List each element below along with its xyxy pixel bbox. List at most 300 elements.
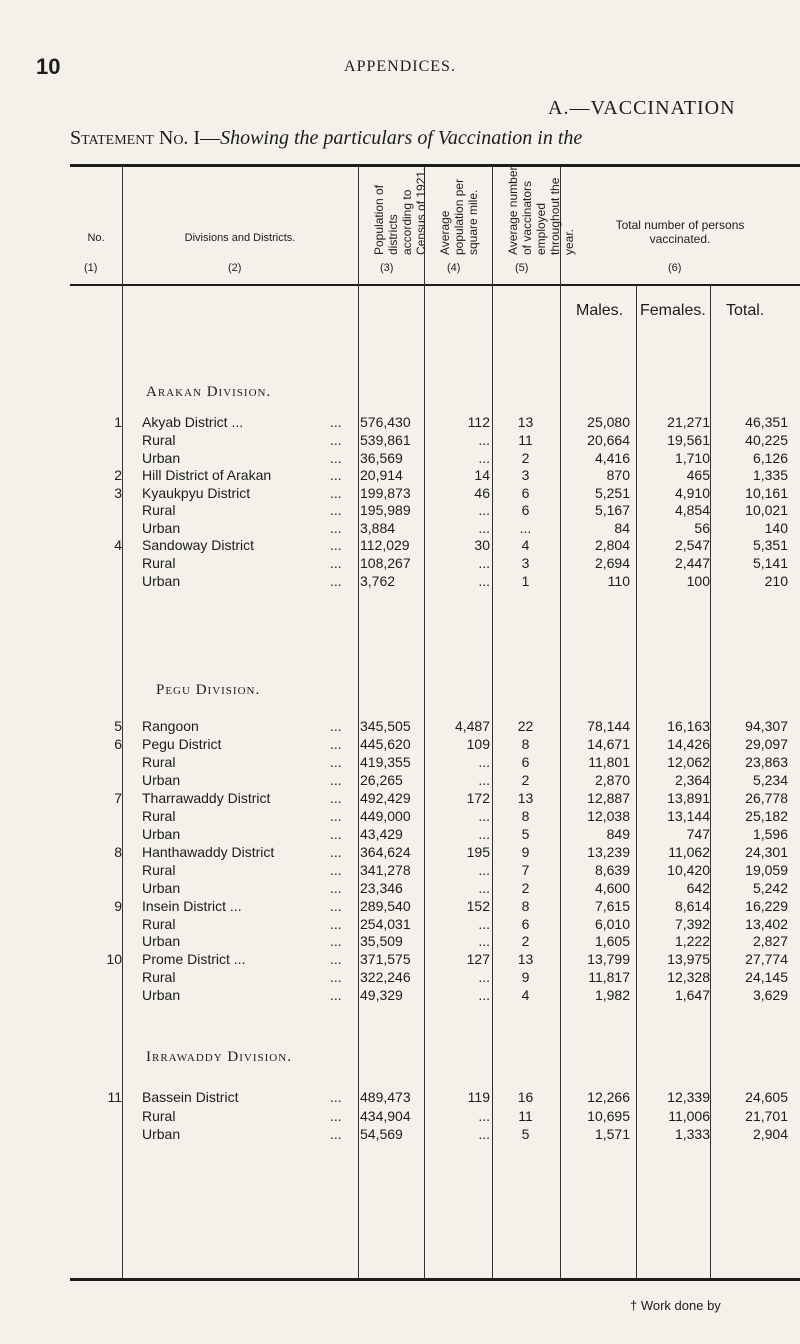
table-row (0, 502, 800, 519)
cell-pop: 3,762 (360, 573, 396, 589)
cell-m: 12,266 (587, 1089, 630, 1105)
cell-dens: ... (478, 826, 490, 842)
cell-pop: 195,989 (360, 502, 411, 518)
cell-f: 12,062 (667, 754, 710, 770)
cell-dens: ... (478, 987, 490, 1003)
leader-dots: ... (330, 916, 342, 932)
division-pegu: Pegu Division. (156, 682, 261, 698)
cell-pop: 23,346 (360, 880, 403, 896)
cell-dens: 46 (474, 485, 490, 501)
leader-dots: ... (330, 736, 342, 752)
leader-dots: ... (330, 826, 342, 842)
cell-no: 11 (107, 1089, 122, 1105)
leader-dots: ... (330, 718, 342, 734)
cell-vacc: 11 (518, 432, 533, 448)
cell-name: Urban (142, 772, 181, 788)
cell-vacc: 4 (521, 537, 530, 553)
statement-title (70, 127, 582, 150)
cell-m: 4,416 (594, 450, 630, 466)
cell-m: 870 (606, 467, 630, 483)
cell-dens: ... (478, 772, 490, 788)
cell-pop: 36,569 (360, 450, 403, 466)
cell-f: 2,547 (674, 537, 710, 553)
cell-dens: ... (478, 754, 490, 770)
cell-no: 2 (114, 467, 122, 483)
cell-dens: 127 (466, 951, 490, 967)
cell-f: 13,144 (667, 808, 710, 824)
header-no-num: (1) (84, 262, 98, 274)
cell-pop: 434,904 (360, 1108, 411, 1124)
cell-name: Urban (142, 1126, 181, 1142)
cell-t: 25,182 (745, 808, 788, 824)
table-row (0, 916, 800, 933)
cell-no: 3 (114, 485, 122, 501)
cell-t: 5,242 (752, 880, 788, 896)
table-row (0, 537, 800, 554)
division-arakan: Arakan Division. (146, 384, 272, 400)
cell-dens: 172 (466, 790, 490, 806)
cell-name: Kyaukpyu District (142, 485, 251, 501)
cell-pop: 43,429 (360, 826, 403, 842)
cell-t: 5,351 (752, 537, 788, 553)
cell-name: Rural (142, 862, 176, 878)
table-row (0, 718, 800, 735)
cell-dens: ... (478, 1108, 490, 1124)
cell-pop: 371,575 (360, 951, 411, 967)
cell-pop: 445,620 (360, 736, 411, 752)
cell-t: 16,229 (745, 898, 788, 914)
cell-t: 10,161 (745, 485, 788, 501)
cell-vacc: 6 (521, 502, 530, 518)
cell-dens: 152 (466, 898, 490, 914)
cell-m: 20,664 (587, 432, 630, 448)
cell-dens: 195 (466, 844, 490, 860)
cell-f: 10,420 (667, 862, 710, 878)
cell-pop: 449,000 (360, 808, 411, 824)
cell-name: Hanthawaddy District (142, 844, 275, 860)
cell-no: 8 (114, 844, 122, 860)
table-row (0, 772, 800, 789)
cell-f: 7,392 (674, 916, 710, 932)
cell-m: 2,804 (594, 537, 630, 553)
cell-t: 24,301 (745, 844, 788, 860)
cell-no: 6 (114, 736, 122, 752)
cell-dens: ... (478, 450, 490, 466)
cell-m: 1,605 (594, 933, 630, 949)
cell-name: Bassein District (142, 1089, 239, 1105)
cell-vacc: 2 (521, 450, 530, 466)
leader-dots: ... (330, 1089, 342, 1105)
statement-caption: Showing the particulars of Vaccination in the (220, 127, 583, 149)
cell-t: 24,605 (745, 1089, 788, 1105)
cell-pop: 419,355 (360, 754, 411, 770)
cell-f: 12,339 (667, 1089, 710, 1105)
cell-f: 642 (686, 880, 710, 896)
division-irrawaddy: Irrawaddy Division. (146, 1049, 292, 1065)
cell-pop: 289,540 (360, 898, 411, 914)
cell-f: 100 (686, 573, 710, 589)
leader-dots: ... (330, 790, 342, 806)
cell-no: 9 (114, 898, 122, 914)
table-row (0, 933, 800, 950)
cell-m: 1,571 (594, 1126, 630, 1142)
cell-vacc: 1 (521, 573, 530, 589)
cell-f: 8,614 (674, 898, 710, 914)
cell-dens: ... (478, 573, 490, 589)
cell-f: 465 (686, 467, 710, 483)
cell-pop: 364,624 (360, 844, 411, 860)
header-total: Total. (726, 302, 765, 319)
cell-dens: ... (478, 969, 490, 985)
header-total-vaccinated: Total number of persons vaccinated. (615, 218, 745, 246)
cell-dens: ... (478, 862, 490, 878)
cell-f: 2,447 (674, 555, 710, 571)
cell-f: 2,364 (674, 772, 710, 788)
cell-t: 1,335 (752, 467, 788, 483)
header-density (438, 163, 480, 255)
cell-t: 26,778 (745, 790, 788, 806)
cell-pop: 341,278 (360, 862, 411, 878)
table-row (0, 432, 800, 449)
cell-f: 11,062 (668, 844, 710, 860)
cell-t: 21,701 (745, 1108, 788, 1124)
header-divisions: Divisions and Districts. (184, 232, 296, 244)
header-vaccinators-num: (5) (515, 262, 529, 274)
header-density-num: (4) (447, 262, 461, 274)
table-row (0, 951, 800, 968)
cell-t: 2,827 (752, 933, 788, 949)
cell-vacc: 2 (521, 880, 530, 896)
cell-dens: ... (478, 808, 490, 824)
cell-f: 1,710 (674, 450, 710, 466)
table-row (0, 880, 800, 897)
cell-pop: 322,246 (360, 969, 411, 985)
leader-dots: ... (330, 432, 342, 448)
cell-f: 13,975 (667, 951, 710, 967)
header-population-num: (3) (380, 262, 394, 274)
cell-vacc: 9 (521, 969, 530, 985)
table-row (0, 1126, 800, 1143)
leader-dots: ... (330, 933, 342, 949)
header-population-text: Population of districts according to Census of 1921. (372, 167, 428, 255)
header-no: No. (87, 232, 105, 244)
table-row (0, 808, 800, 825)
cell-m: 14,671 (587, 736, 630, 752)
cell-t: 2,904 (752, 1126, 788, 1142)
cell-m: 2,870 (594, 772, 630, 788)
cell-vacc: 5 (521, 1126, 530, 1142)
leader-dots: ... (330, 951, 342, 967)
cell-pop: 492,429 (360, 790, 411, 806)
cell-m: 5,167 (594, 502, 630, 518)
cell-vacc: 13 (517, 414, 534, 430)
cell-dens: ... (478, 933, 490, 949)
cell-t: 10,021 (745, 502, 788, 518)
cell-f: 56 (694, 520, 710, 536)
table-row (0, 754, 800, 771)
cell-pop: 254,031 (360, 916, 411, 932)
cell-dens: ... (478, 916, 490, 932)
cell-dens: ... (478, 520, 490, 536)
table-row (0, 520, 800, 537)
leader-dots: ... (330, 537, 342, 553)
cell-dens: 4,487 (454, 718, 490, 734)
cell-vacc: 3 (521, 467, 530, 483)
cell-vacc: 11 (518, 1108, 533, 1124)
cell-f: 14,426 (667, 736, 710, 752)
leader-dots: ... (330, 502, 342, 518)
cell-t: 13,402 (745, 916, 788, 932)
table-row (0, 1108, 800, 1125)
cell-vacc: 8 (521, 736, 530, 752)
running-head: APPENDICES. (344, 58, 456, 75)
cell-name: Urban (142, 987, 181, 1003)
cell-f: 1,647 (674, 987, 710, 1003)
leader-dots: ... (330, 555, 342, 571)
table-row (0, 573, 800, 590)
leader-dots: ... (330, 467, 342, 483)
cell-m: 2,694 (594, 555, 630, 571)
cell-m: 10,695 (587, 1108, 630, 1124)
cell-f: 12,328 (667, 969, 710, 985)
cell-vacc: 16 (517, 1089, 534, 1105)
cell-pop: 3,884 (360, 520, 396, 536)
cell-f: 16,163 (667, 718, 710, 734)
cell-m: 849 (606, 826, 630, 842)
leader-dots: ... (330, 987, 342, 1003)
cell-dens: ... (478, 880, 490, 896)
cell-vacc: 22 (517, 718, 534, 734)
header-vaccinators (506, 163, 576, 255)
leader-dots: ... (330, 969, 342, 985)
cell-name: Hill District of Arakan (142, 467, 272, 483)
cell-dens: 30 (474, 537, 490, 553)
cell-t: 24,145 (745, 969, 788, 985)
cell-m: 7,615 (594, 898, 630, 914)
cell-dens: ... (478, 502, 490, 518)
cell-pop: 54,569 (360, 1126, 403, 1142)
cell-vacc: ... (519, 520, 532, 536)
cell-dens: ... (478, 432, 490, 448)
leader-dots: ... (330, 808, 342, 824)
leader-dots: ... (330, 862, 342, 878)
table-bottom-rule (70, 1278, 800, 1281)
header-density-text: Average population per square mile. (438, 178, 480, 255)
cell-m: 4,600 (594, 880, 630, 896)
section-title: A.—VACCINATION (548, 97, 736, 119)
cell-no: 4 (114, 537, 122, 553)
cell-name: Rural (142, 555, 176, 571)
cell-m: 5,251 (594, 485, 630, 501)
cell-name: Rangoon (142, 718, 199, 734)
cell-m: 13,239 (587, 844, 630, 860)
cell-dens: 119 (467, 1089, 490, 1105)
cell-m: 11,817 (588, 969, 630, 985)
cell-m: 110 (607, 573, 630, 589)
cell-dens: ... (478, 555, 490, 571)
cell-m: 78,144 (587, 718, 630, 734)
leader-dots: ... (330, 880, 342, 896)
cell-vacc: 7 (521, 862, 530, 878)
cell-t: 5,141 (752, 555, 788, 571)
cell-m: 12,887 (587, 790, 630, 806)
table-row (0, 826, 800, 843)
table-row (0, 736, 800, 753)
cell-m: 25,080 (587, 414, 630, 430)
cell-vacc: 2 (521, 772, 530, 788)
cell-vacc: 8 (521, 808, 530, 824)
cell-m: 1,982 (594, 987, 630, 1003)
cell-f: 747 (686, 826, 710, 842)
cell-name: Urban (142, 573, 181, 589)
cell-vacc: 8 (521, 898, 530, 914)
cell-vacc: 5 (521, 826, 530, 842)
table-row (0, 898, 800, 915)
table-row (0, 969, 800, 986)
cell-m: 6,010 (594, 916, 630, 932)
cell-t: 19,059 (745, 862, 788, 878)
cell-pop: 26,265 (360, 772, 403, 788)
cell-name: Prome District ... (142, 951, 246, 967)
cell-t: 40,225 (745, 432, 788, 448)
cell-name: Rural (142, 754, 176, 770)
cell-f: 13,891 (667, 790, 710, 806)
cell-t: 27,774 (745, 951, 788, 967)
cell-f: 21,271 (667, 414, 710, 430)
leader-dots: ... (330, 844, 342, 860)
page-number: 10 (36, 54, 61, 79)
cell-m: 12,038 (587, 808, 630, 824)
cell-pop: 108,267 (360, 555, 411, 571)
cell-pop: 112,029 (360, 537, 410, 553)
table-row (0, 467, 800, 484)
cell-f: 4,910 (674, 485, 710, 501)
cell-pop: 20,914 (360, 467, 403, 483)
cell-m: 11,801 (588, 754, 630, 770)
cell-no: 7 (114, 790, 122, 806)
cell-t: 1,596 (752, 826, 788, 842)
cell-name: Urban (142, 933, 181, 949)
table-row (0, 1089, 800, 1106)
leader-dots: ... (330, 573, 342, 589)
cell-vacc: 4 (521, 987, 530, 1003)
cell-vacc: 9 (521, 844, 530, 860)
footnote: † Work done by (630, 1298, 721, 1313)
table-row (0, 844, 800, 861)
cell-name: Pegu District (142, 736, 222, 752)
table-row (0, 790, 800, 807)
cell-pop: 576,430 (360, 414, 411, 430)
header-divisions-num: (2) (228, 262, 242, 274)
cell-f: 1,333 (674, 1126, 710, 1142)
cell-t: 210 (764, 573, 788, 589)
cell-t: 3,629 (752, 987, 788, 1003)
cell-pop: 49,329 (360, 987, 403, 1003)
leader-dots: ... (330, 1126, 342, 1142)
cell-name: Akyab District ... (142, 414, 244, 430)
cell-vacc: 6 (521, 916, 530, 932)
table-row (0, 450, 800, 467)
cell-f: 4,854 (674, 502, 710, 518)
cell-no: 5 (114, 718, 122, 734)
table-row (0, 555, 800, 572)
cell-name: Insein District ... (142, 898, 242, 914)
cell-pop: 539,861 (360, 432, 411, 448)
cell-name: Rural (142, 502, 176, 518)
cell-dens: 109 (466, 736, 490, 752)
cell-name: Urban (142, 520, 181, 536)
cell-t: 94,307 (745, 718, 788, 734)
cell-m: 8,639 (594, 862, 630, 878)
cell-no: 10 (106, 951, 122, 967)
cell-no: 1 (114, 414, 122, 430)
table-row (0, 987, 800, 1004)
cell-name: Tharrawaddy District (142, 790, 271, 806)
cell-vacc: 13 (517, 951, 534, 967)
cell-m: 84 (614, 520, 630, 536)
cell-name: Urban (142, 880, 181, 896)
table-row (0, 485, 800, 502)
leader-dots: ... (330, 1108, 342, 1124)
cell-t: 23,863 (745, 754, 788, 770)
cell-name: Rural (142, 1108, 176, 1124)
subheader-rule (560, 284, 800, 285)
cell-pop: 35,509 (360, 933, 403, 949)
cell-pop: 345,505 (360, 718, 411, 734)
cell-t: 46,351 (745, 414, 788, 430)
leader-dots: ... (330, 772, 342, 788)
cell-dens: 14 (474, 467, 490, 483)
cell-dens: 112 (467, 414, 490, 430)
cell-pop: 489,473 (360, 1089, 411, 1105)
header-vaccinators-text: Average number of vaccinators employed throughout the year. (506, 166, 576, 255)
header-females: Females. (640, 302, 706, 319)
cell-name: Sandoway District (142, 537, 255, 553)
cell-t: 5,234 (752, 772, 788, 788)
cell-m: 13,799 (587, 951, 630, 967)
cell-name: Rural (142, 432, 176, 448)
cell-name: Rural (142, 808, 176, 824)
cell-f: 1,222 (674, 933, 710, 949)
cell-dens: ... (478, 1126, 490, 1142)
table-row (0, 414, 800, 431)
statement-label: Statement No. I— (70, 127, 221, 149)
cell-vacc: 6 (521, 485, 530, 501)
cell-vacc: 13 (517, 790, 534, 806)
cell-name: Rural (142, 969, 176, 985)
cell-name: Urban (142, 826, 181, 842)
cell-f: 11,006 (668, 1108, 710, 1124)
leader-dots: ... (330, 485, 342, 501)
cell-t: 6,126 (752, 450, 788, 466)
table-row (0, 862, 800, 879)
leader-dots: ... (330, 520, 342, 536)
leader-dots: ... (330, 898, 342, 914)
header-population (372, 163, 428, 255)
leader-dots: ... (330, 450, 342, 466)
header-total-vaccinated-num: (6) (668, 262, 682, 274)
cell-t: 29,097 (745, 736, 788, 752)
leader-dots: ... (330, 414, 342, 430)
cell-name: Urban (142, 450, 181, 466)
cell-f: 19,561 (667, 432, 710, 448)
cell-t: 140 (764, 520, 788, 536)
cell-vacc: 6 (521, 754, 530, 770)
table-top-rule (70, 164, 800, 167)
cell-name: Rural (142, 916, 176, 932)
leader-dots: ... (330, 754, 342, 770)
header-males: Males. (576, 302, 624, 319)
